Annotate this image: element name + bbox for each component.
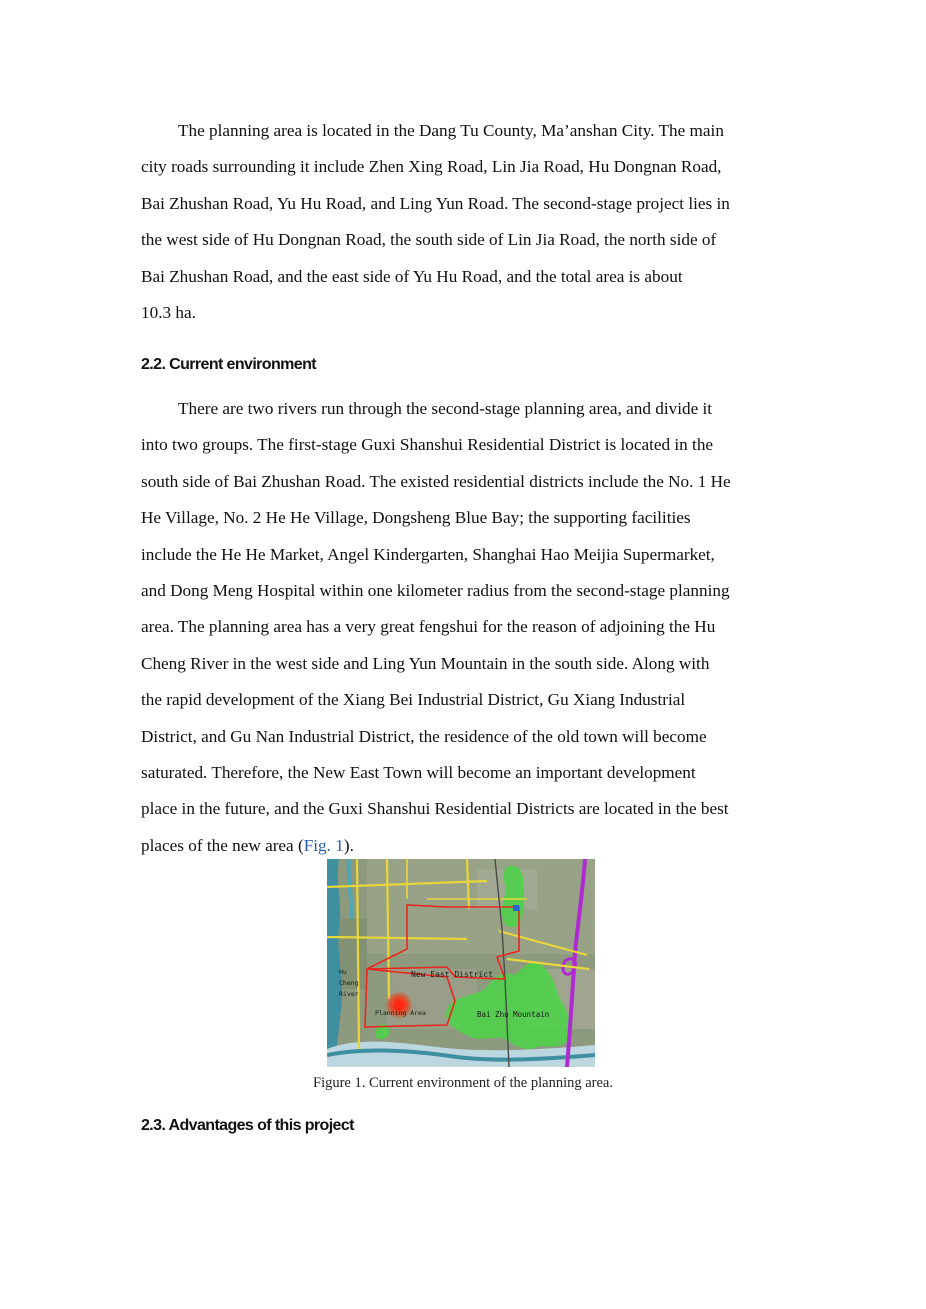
text-line: Bai Zhushan Road, Yu Hu Road, and Ling Yun Road. The second-stage project lies in [141,193,730,213]
map-image [327,859,595,1067]
text-line: the west side of Hu Dongnan Road, the south side of Lin Jia Road, the north side of [141,230,717,250]
label-hu: Hu [339,968,347,976]
figure-1-caption: Figure 1. Current environment of the planning area. [313,1075,613,1091]
text-line: District, and Gu Nan Industrial District, the residence of the old town will become [141,726,707,746]
label-new-east-district: New East District [411,970,493,979]
text-line: Cheng River in the west side and Ling Yun Mountain in the south side. Along with [141,653,710,673]
label-cheng: Cheng [339,979,359,987]
text-line: and Dong Meng Hospital within one kilometer radius from the second-stage planning [141,581,730,601]
text-line: The planning area is located in the Dang Tu County, Ma’anshan City. The main [178,121,724,140]
text-line: the rapid development of the Xiang Bei Industrial District, Gu Xiang Industrial [141,690,686,710]
section-heading-current-environment: 2.2. Current environment [141,356,316,373]
text-line: area. The planning area has a very great fengshui for the reason of adjoining the Hu [141,617,716,637]
text-line: place in the future, and the Guxi Shanshui Residential Districts are located in the best [141,799,729,819]
section-heading-advantages: 2.3. Advantages of this project [141,1117,354,1134]
text-line: Bai Zhushan Road, and the east side of Yu Hu Road, and the total area is about [141,266,683,286]
label-river: River [339,990,359,998]
label-planning-area: Planning Area [375,1009,426,1017]
text-line: There are two rivers run through the second-stage planning area, and divide it [178,399,713,418]
label-bai-zhu-mountain: Bai Zhu Mountain [477,1010,550,1019]
text-line: include the He He Market, Angel Kindergarten, Shanghai Hao Meijia Supermarket, [141,544,715,564]
text-line: saturated. Therefore, the New East Town will become an important development [141,763,696,783]
paragraph-location [141,113,791,331]
text-line: south side of Bai Zhushan Road. The existed residential districts include the No. 1 He [141,471,731,491]
text-line: places of the new area (Fig. 1). [141,835,354,855]
figure-1-link[interactable]: Fig. 1 [303,835,344,855]
paragraph-current-environment [141,391,791,864]
text-line: He Village, No. 2 He He Village, Dongsheng Blue Bay; the supporting facilities [141,508,691,528]
text-line: city roads surrounding it include Zhen Xing Road, Lin Jia Road, Hu Dongnan Road, [141,157,722,177]
figure-1-map [327,859,595,1067]
text-line: 10.3 ha. [141,303,196,323]
green-area-north [502,866,524,928]
text-line: into two groups. The first-stage Guxi Shanshui Residential District is located in the [141,435,714,455]
